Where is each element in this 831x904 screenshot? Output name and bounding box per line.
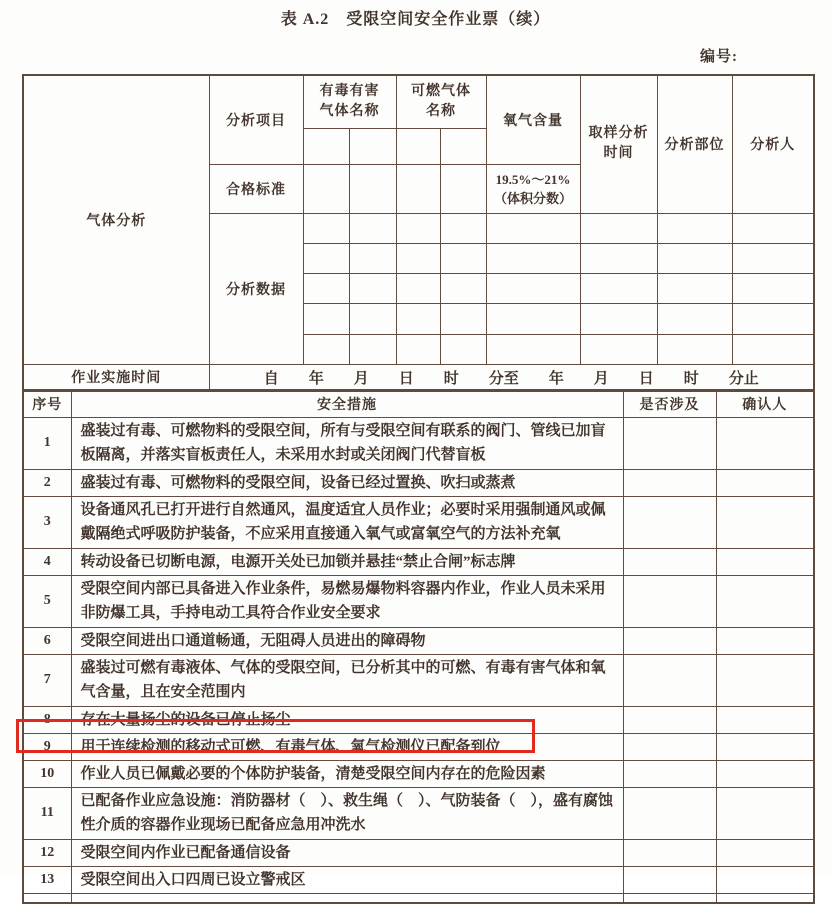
blank-cell <box>580 303 657 334</box>
measure-row <box>23 706 814 733</box>
blank-cell <box>486 243 580 273</box>
analysis-data-label: 分析数据 <box>209 213 303 364</box>
blank-cell <box>303 164 349 213</box>
measures-header-row <box>23 390 814 417</box>
measure-index: 10 <box>23 760 71 787</box>
blank-cell <box>396 273 440 303</box>
blank-cell <box>303 303 349 334</box>
measure-row <box>23 548 814 575</box>
blank-cell <box>396 243 440 273</box>
blank-cell <box>486 273 580 303</box>
involved-cell <box>623 733 716 760</box>
blank-cell <box>396 213 440 243</box>
sampling-time-header <box>580 75 657 213</box>
blank-cell <box>440 303 486 334</box>
sampling-time-header-line2: 时间 <box>603 146 634 162</box>
number-label: 编号: <box>700 49 738 65</box>
involved-cell <box>623 866 716 893</box>
measure-index: 7 <box>23 654 71 706</box>
blank-cell <box>396 334 440 364</box>
blank-cell <box>657 213 732 243</box>
blank-cell <box>349 303 396 334</box>
measure-text: 盛装过有毒、可燃物料的受限空间，所有与受限空间有联系的阀门、管线已加盲板隔离，并落实盲板责任人，未采用水封或关闭阀门代替盲板 <box>71 417 623 469</box>
confirm-cell <box>716 548 814 575</box>
involved-header: 是否涉及 <box>623 390 716 417</box>
measure-index: 4 <box>23 548 71 575</box>
blank-cell <box>486 334 580 364</box>
measure-row <box>23 787 814 839</box>
blank-cell <box>657 273 732 303</box>
work-time-label: 作业实施时间 <box>23 364 209 391</box>
blank-cell <box>440 164 486 213</box>
blank-cell <box>732 273 814 303</box>
page-title: 表 A.2 受限空间安全作业票（续） <box>280 11 551 28</box>
involved-cell <box>623 469 716 496</box>
measure-text: 盛装过可燃有毒液体、气体的受限空间，已分析其中的可燃、有毒有害气体和氧气含量，且在安全范围内 <box>71 654 623 706</box>
blank-cell <box>657 334 732 364</box>
measure-index: 13 <box>23 866 71 893</box>
measure-text: 受限空间内作业已配备通信设备 <box>71 839 623 866</box>
oxygen-standard-value <box>486 164 580 213</box>
measure-index: 8 <box>23 706 71 733</box>
involved-cell <box>623 627 716 654</box>
toxic-gas-header-line2: 气体名称 <box>319 103 380 119</box>
blank-cell <box>349 213 396 243</box>
blank-cell <box>657 303 732 334</box>
gas-analysis-section-label: 气体分析 <box>23 75 209 364</box>
confirm-cell <box>716 706 814 733</box>
measure-header: 安全措施 <box>71 390 623 417</box>
involved-cell <box>623 706 716 733</box>
blank-cell <box>716 893 814 903</box>
blank-cell <box>580 334 657 364</box>
blank-cell <box>396 128 440 164</box>
measure-index: 12 <box>23 839 71 866</box>
measure-index: 9 <box>23 733 71 760</box>
measure-row <box>23 654 814 706</box>
blank-cell <box>486 303 580 334</box>
blank-cell <box>440 273 486 303</box>
blank-cell <box>440 128 486 164</box>
involved-cell <box>623 839 716 866</box>
measure-row <box>23 469 814 496</box>
measure-index: 3 <box>23 496 71 548</box>
flammable-gas-header-line2: 名称 <box>426 103 456 119</box>
blank-cell <box>732 213 814 243</box>
measure-row <box>23 417 814 469</box>
blank-cell <box>303 213 349 243</box>
analysis-item-header: 分析项目 <box>209 75 303 164</box>
measure-index: 2 <box>23 469 71 496</box>
measure-row <box>23 760 814 787</box>
blank-cell <box>486 213 580 243</box>
blank-cell <box>396 303 440 334</box>
measure-text: 用于连续检测的移动式可燃、有毒气体、氧气检测仪已配备到位 <box>71 733 623 760</box>
involved-cell <box>623 417 716 469</box>
involved-cell <box>623 496 716 548</box>
measure-text: 受限空间内部已具备进入作业条件，易燃易爆物料容器内作业，作业人员未采用非防爆工具，手持电动工具符合作业安全要求 <box>71 575 623 627</box>
blank-cell <box>349 164 396 213</box>
involved-cell <box>623 548 716 575</box>
confirm-cell <box>716 787 814 839</box>
confirm-cell <box>716 733 814 760</box>
confirm-cell <box>716 417 814 469</box>
blank-cell <box>349 128 396 164</box>
blank-cell <box>303 273 349 303</box>
blank-cell <box>440 243 486 273</box>
flammable-gas-header-line1: 可燃气体 <box>411 83 471 99</box>
blank-cell <box>349 273 396 303</box>
sampling-time-header-line1: 取样分析 <box>588 126 649 142</box>
gas-analysis-table <box>22 74 815 392</box>
blank-cell <box>580 273 657 303</box>
measure-text: 受限空间出入口四周已设立警戒区 <box>71 866 623 893</box>
confirm-cell <box>716 866 814 893</box>
oxygen-standard-line1: 19.5%～21% <box>495 171 571 187</box>
blank-cell <box>71 893 623 903</box>
measure-row <box>23 575 814 627</box>
toxic-gas-header <box>303 75 396 128</box>
confirm-header: 确认人 <box>716 390 814 417</box>
confirm-cell <box>716 496 814 548</box>
measure-text: 设备通风孔已打开进行自然通风，温度适宜人员作业；必要时采用强制通风或佩戴隔绝式呼吸防护装备，不应采用直接通入氧气或富氧空气的方法补充氧 <box>71 496 623 548</box>
blank-cell <box>732 243 814 273</box>
confirm-cell <box>716 839 814 866</box>
measure-text: 已配备作业应急设施：消防器材（ ）、救生绳（ ）、气防装备（ ），盛有腐蚀性介质的容器作业现场已配备应急用冲洗水 <box>71 787 623 839</box>
blank-cell <box>732 303 814 334</box>
flammable-gas-header <box>396 75 486 128</box>
index-header: 序号 <box>23 390 71 417</box>
blank-cell <box>303 128 349 164</box>
blank-cell <box>657 243 732 273</box>
analyst-header: 分析人 <box>732 75 814 213</box>
work-time-value: 自 年 月 日 时 分至 年 月 日 时 分止 <box>209 364 814 391</box>
measure-row <box>23 866 814 893</box>
safety-measures-table <box>22 389 815 904</box>
involved-cell <box>623 654 716 706</box>
blank-cell <box>440 213 486 243</box>
blank-cell <box>303 243 349 273</box>
measure-text: 盛装过有毒、可燃物料的受限空间，设备已经过置换、吹扫或蒸煮 <box>71 469 623 496</box>
oxygen-header: 氧气含量 <box>486 75 580 164</box>
involved-cell <box>623 575 716 627</box>
measure-row <box>23 627 814 654</box>
confirm-cell <box>716 469 814 496</box>
standard-label: 合格标准 <box>209 164 303 213</box>
measure-row <box>23 839 814 866</box>
measure-text: 转动设备已切断电源，电源开关处已加锁并悬挂“禁止合闸”标志牌 <box>71 548 623 575</box>
blank-cell <box>623 893 716 903</box>
blank-cell <box>349 334 396 364</box>
partial-row <box>23 893 814 903</box>
oxygen-standard-line2: （体积分数） <box>493 190 572 206</box>
blank-cell <box>23 893 71 903</box>
confirm-cell <box>716 575 814 627</box>
involved-cell <box>623 760 716 787</box>
blank-cell <box>396 164 440 213</box>
measure-row <box>23 496 814 548</box>
measure-text: 存在大量扬尘的设备已停止扬尘 <box>71 706 623 733</box>
analysis-part-header: 分析部位 <box>657 75 732 213</box>
confirm-cell <box>716 760 814 787</box>
blank-cell <box>349 243 396 273</box>
measure-index: 6 <box>23 627 71 654</box>
blank-cell <box>580 213 657 243</box>
measure-text: 作业人员已佩戴必要的个体防护装备，清楚受限空间内存在的危险因素 <box>71 760 623 787</box>
blank-cell <box>732 334 814 364</box>
measure-text: 受限空间进出口通道畅通，无阻碍人员进出的障碍物 <box>71 627 623 654</box>
blank-cell <box>580 243 657 273</box>
measure-index: 1 <box>23 417 71 469</box>
involved-cell <box>623 787 716 839</box>
confirm-cell <box>716 627 814 654</box>
measure-index: 11 <box>23 787 71 839</box>
measure-row-highlighted <box>23 733 814 760</box>
blank-cell <box>440 334 486 364</box>
toxic-gas-header-line1: 有毒有害 <box>319 83 380 99</box>
blank-cell <box>303 334 349 364</box>
confirm-cell <box>716 654 814 706</box>
measure-index: 5 <box>23 575 71 627</box>
